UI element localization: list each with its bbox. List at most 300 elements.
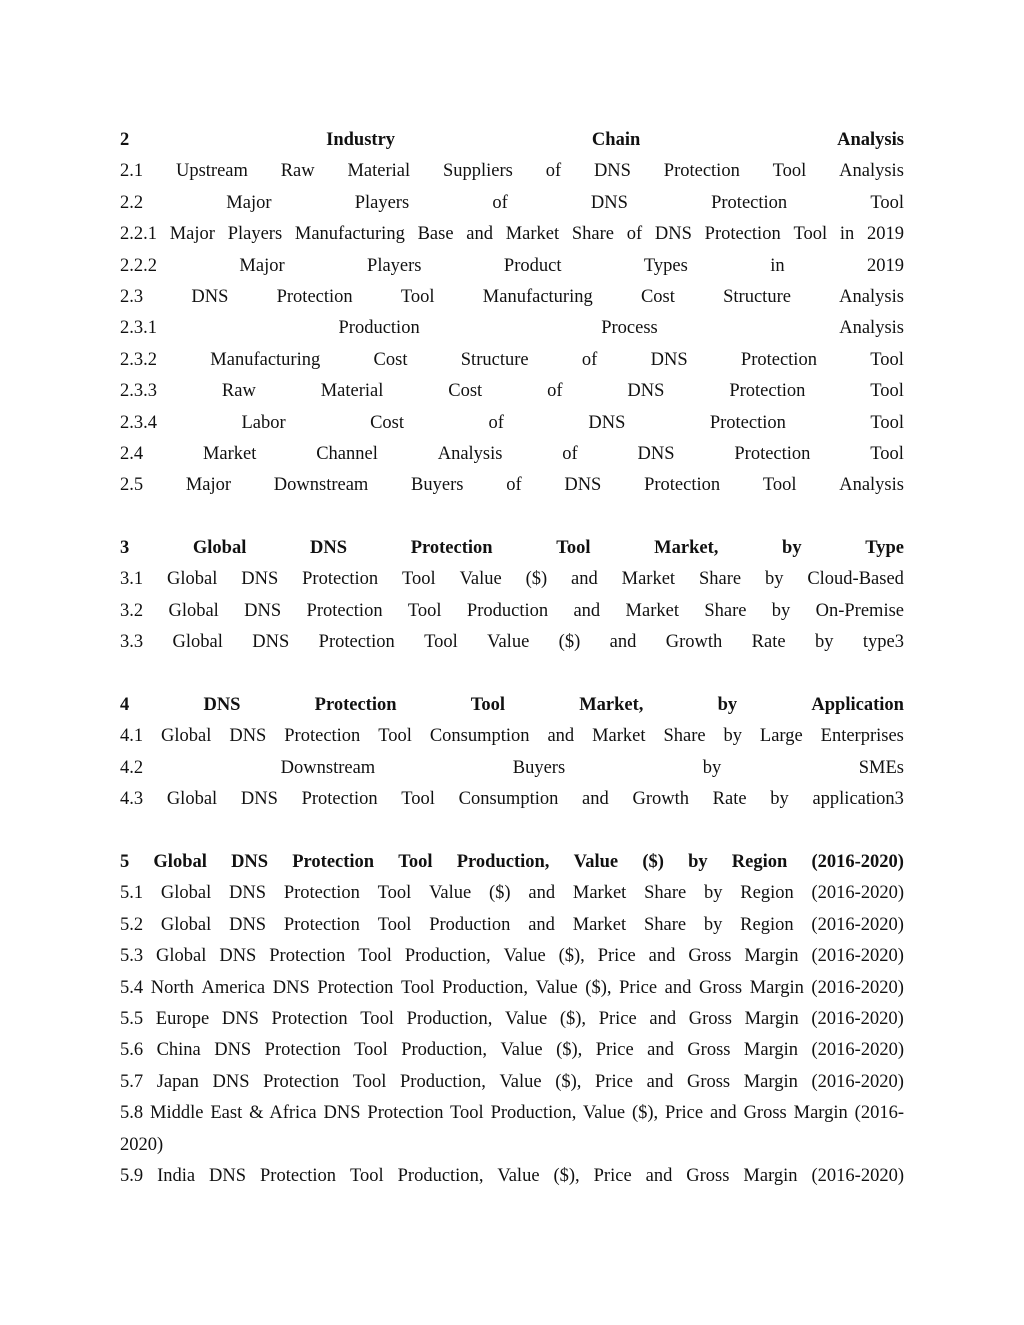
word: Protection — [271, 1008, 348, 1029]
word: Protection — [318, 632, 395, 653]
word: (2016-2020) — [811, 851, 904, 872]
word: ($) — [489, 883, 511, 904]
word: ($), — [585, 977, 612, 998]
word: Consumption — [458, 789, 559, 810]
word: DNS — [244, 600, 282, 621]
word: Protection — [704, 224, 781, 245]
word: Protection — [260, 1165, 337, 1186]
word: Type — [865, 538, 904, 559]
word: Global — [160, 883, 212, 904]
word: Margin — [749, 977, 804, 998]
word: DNS — [593, 161, 631, 182]
word: Labor — [241, 412, 286, 433]
word: DNS — [221, 1008, 259, 1029]
word: Tool — [870, 443, 904, 464]
section-gap — [120, 659, 904, 690]
word: (2016-2020) — [811, 977, 904, 998]
word: Share — [704, 600, 747, 621]
word: DNS — [209, 1165, 247, 1186]
word: (2016-2020) — [811, 1040, 904, 1061]
word: Analysis — [839, 286, 904, 307]
word: Players — [367, 255, 422, 276]
word: DNS — [588, 412, 626, 433]
word: 2.4 — [120, 443, 144, 464]
word: Enterprises — [820, 726, 904, 747]
word: Gross — [686, 1071, 731, 1092]
word: 3.3 — [120, 632, 144, 653]
word: Manufacturing — [294, 224, 405, 245]
word: North — [150, 977, 194, 998]
word: Analysis — [437, 443, 503, 464]
word: Protection — [740, 349, 817, 370]
word: Gross — [688, 1008, 732, 1029]
word: Value — [503, 946, 546, 967]
word: by — [688, 851, 708, 872]
toc-entry — [120, 439, 904, 470]
word: Product — [503, 255, 562, 276]
word: (2016-2020) — [811, 1071, 904, 1092]
word: Production, — [397, 1165, 484, 1186]
word: by — [814, 632, 834, 653]
word: Major — [169, 224, 215, 245]
word: ($) — [558, 632, 581, 653]
toc-entry — [120, 878, 904, 909]
word: Value — [573, 851, 619, 872]
word: Cost — [370, 412, 405, 433]
word: Gross — [688, 946, 732, 967]
word: Protection — [410, 538, 493, 559]
word: Price — [595, 1071, 634, 1092]
word: Production, — [442, 977, 528, 998]
word: Structure — [723, 286, 791, 307]
word: Production — [429, 914, 511, 935]
word: DNS — [310, 538, 348, 559]
word: Tool — [870, 381, 904, 402]
word: Tool — [762, 475, 797, 496]
word: Manufacturing — [210, 349, 321, 370]
word: DNS — [229, 914, 267, 935]
word: Global — [167, 569, 218, 590]
word: Value — [505, 1008, 548, 1029]
word: in — [839, 224, 855, 245]
word: Production, — [400, 1071, 486, 1092]
toc-entry — [120, 408, 904, 439]
word: 5.5 — [120, 1008, 144, 1029]
toc-entry — [120, 941, 904, 972]
word: 2.5 — [120, 475, 144, 496]
word: Protection — [734, 443, 811, 464]
word: Major — [226, 192, 272, 213]
word: Global — [156, 946, 207, 967]
word: 4 — [120, 695, 130, 716]
toc-entry — [120, 282, 904, 313]
word: Protection — [263, 1071, 340, 1092]
word: Production, — [456, 851, 550, 872]
word: Tool — [772, 161, 807, 182]
word: by — [771, 600, 791, 621]
word: Market, — [579, 695, 644, 716]
word: Tool — [870, 412, 904, 433]
word: Downstream — [280, 757, 376, 778]
word: Price — [593, 1165, 632, 1186]
word: (2016-2020) — [811, 1008, 904, 1029]
word: 2.3.3 — [120, 381, 157, 402]
word: Market — [572, 914, 627, 935]
word: Base — [417, 224, 454, 245]
word: Material — [320, 381, 384, 402]
word: ($), — [553, 1165, 580, 1186]
toc-entry — [120, 721, 904, 752]
word: Margin — [744, 946, 799, 967]
word: and — [528, 914, 555, 935]
word: DNS — [240, 789, 278, 810]
word: Growth — [665, 632, 723, 653]
word: Production, — [404, 946, 491, 967]
word: 5.9 — [120, 1165, 144, 1186]
word: and — [645, 1165, 673, 1186]
word: Cost — [448, 381, 483, 402]
word: India — [157, 1165, 196, 1186]
word: DNS — [252, 632, 290, 653]
word: Market — [202, 443, 257, 464]
word: Buyers — [411, 475, 464, 496]
word: by — [717, 695, 738, 716]
toc-entry — [120, 156, 904, 187]
word: Buyers — [512, 757, 566, 778]
word: Material — [347, 161, 411, 182]
word: 5.7 — [120, 1071, 144, 1092]
word: Protection — [306, 600, 383, 621]
word: Tool — [377, 883, 412, 904]
word: America — [201, 977, 266, 998]
word: by — [703, 914, 723, 935]
word: Tool — [398, 851, 433, 872]
word: DNS — [219, 946, 257, 967]
toc-entry — [120, 313, 904, 344]
word: Share — [571, 224, 615, 245]
word: Tool — [352, 1071, 387, 1092]
word: Tool — [378, 726, 412, 747]
word: and — [573, 600, 601, 621]
word: of — [562, 443, 578, 464]
word: 4.3 — [120, 789, 144, 810]
word: by — [702, 757, 722, 778]
word: in — [770, 255, 785, 276]
word: 2.3.4 — [120, 412, 157, 433]
word: Analysis — [839, 318, 904, 339]
word: Market — [592, 726, 646, 747]
section-gap — [120, 816, 904, 847]
word: Value — [500, 1040, 543, 1061]
word: of — [581, 349, 598, 370]
word: Price — [619, 977, 658, 998]
section-heading — [120, 847, 904, 878]
word: Tool — [556, 538, 591, 559]
word: (2016-2020) — [811, 946, 904, 967]
word: Market — [572, 883, 627, 904]
word: and — [647, 1040, 674, 1061]
word: Share — [698, 569, 742, 590]
word: Cost — [373, 349, 408, 370]
word: 2.2 — [120, 192, 144, 213]
word: Japan — [156, 1071, 199, 1092]
word: of — [547, 381, 563, 402]
word: 2.3.2 — [120, 349, 157, 370]
word: Gross — [698, 977, 743, 998]
word: Margin — [743, 1165, 798, 1186]
word: 5.6 — [120, 1040, 144, 1061]
word: Global — [161, 726, 212, 747]
word: Structure — [460, 349, 529, 370]
word: and — [547, 726, 575, 747]
word: Players — [227, 224, 283, 245]
word: Industry — [326, 130, 396, 150]
toc-entry — [120, 345, 904, 376]
toc-entry — [120, 596, 904, 627]
word: Margin — [744, 1008, 799, 1029]
toc-entry — [120, 564, 904, 595]
word: Value — [497, 1165, 540, 1186]
word: by — [764, 569, 784, 590]
word: application3 — [812, 789, 904, 810]
word: DNS — [191, 286, 229, 307]
word: Production, — [401, 1040, 488, 1061]
word: and — [582, 789, 609, 810]
word: Tool — [470, 695, 506, 716]
word: Tool — [870, 349, 904, 370]
word: Value — [499, 1071, 542, 1092]
word: Tool — [360, 1008, 394, 1029]
word: DNS — [564, 475, 602, 496]
word: 2 — [120, 130, 130, 150]
toc-entry — [120, 219, 904, 250]
word: Market — [505, 224, 560, 245]
word: Market — [625, 600, 679, 621]
word: and — [646, 1071, 674, 1092]
word: 5.2 — [120, 914, 144, 935]
word: of — [492, 192, 508, 213]
toc-entry — [120, 470, 904, 501]
word: Price — [595, 1040, 634, 1061]
word: Downstream — [273, 475, 369, 496]
word: DNS — [650, 349, 688, 370]
word: Upstream — [175, 161, 248, 182]
word: On-Premise — [815, 600, 904, 621]
word: Margin — [743, 1040, 799, 1061]
word: Analysis — [839, 161, 904, 182]
section-gap — [120, 502, 904, 533]
word: Share — [643, 914, 687, 935]
word: Global — [192, 538, 247, 559]
word: DNS — [241, 569, 279, 590]
word: 2.2.1 — [120, 224, 157, 245]
word: 3.2 — [120, 600, 144, 621]
word: Protection — [301, 789, 378, 810]
word: Protection — [314, 695, 397, 716]
word: Protection — [269, 946, 346, 967]
word: 2019 — [866, 224, 904, 245]
word: Tool — [358, 946, 392, 967]
word: Price — [598, 1008, 637, 1029]
word: Protection — [276, 286, 353, 307]
word: type3 — [862, 632, 904, 653]
word: DNS — [637, 443, 675, 464]
word: by — [704, 883, 723, 904]
word: 3.1 — [120, 569, 144, 590]
toc-entry — [120, 753, 904, 784]
word: Region — [731, 851, 788, 872]
word: Tool — [400, 977, 435, 998]
word: Protection — [302, 569, 379, 590]
word: DNS — [654, 224, 692, 245]
word: Tool — [354, 1040, 388, 1061]
word: 2.1 — [120, 161, 144, 182]
word: Manufacturing — [482, 286, 593, 307]
word: Analysis — [837, 130, 904, 150]
word: and — [571, 569, 598, 590]
word: Global — [153, 851, 207, 872]
word: (2016-2020) — [811, 883, 904, 904]
word: Protection — [709, 412, 786, 433]
word: 5.4 — [120, 977, 144, 998]
word: Market, — [654, 538, 719, 559]
word: Protection — [729, 381, 806, 402]
word: Production — [338, 318, 420, 339]
toc-entry — [120, 1035, 904, 1066]
toc-entry — [120, 1004, 904, 1035]
word: Raw — [221, 381, 256, 402]
word: and — [649, 1008, 677, 1029]
word: 5.1 — [120, 883, 144, 904]
word: Protection — [264, 1040, 341, 1061]
word: Value — [459, 569, 502, 590]
word: Protection — [292, 851, 375, 872]
word: Global — [168, 600, 219, 621]
word: of — [626, 224, 643, 245]
word: Global — [172, 632, 223, 653]
word: ($), — [558, 946, 585, 967]
word: Cloud-Based — [807, 569, 904, 590]
word: DNS — [229, 883, 267, 904]
word: Channel — [316, 443, 378, 464]
word: and — [648, 946, 676, 967]
word: Tool — [377, 914, 412, 935]
word: Players — [354, 192, 410, 213]
word: Value — [487, 632, 530, 653]
word: DNS — [203, 695, 241, 716]
word: Growth — [632, 789, 689, 810]
word: Chain — [591, 130, 641, 150]
word: ($) — [525, 569, 548, 590]
word: 5.3 — [120, 946, 144, 967]
word: ($), — [555, 1071, 582, 1092]
word: DNS — [214, 1040, 252, 1061]
word: Major — [239, 255, 285, 276]
word: Process — [601, 318, 658, 339]
toc-entry — [120, 376, 904, 407]
word: Tool — [870, 192, 904, 213]
word: Protection — [644, 475, 721, 496]
word: Tool — [401, 789, 435, 810]
word: Tool — [402, 569, 436, 590]
word: Tool — [400, 286, 435, 307]
word: Analysis — [839, 475, 904, 496]
word: 3 — [120, 538, 130, 559]
word: Market — [621, 569, 676, 590]
toc-entry — [120, 784, 904, 815]
word: Tool — [407, 600, 442, 621]
toc-entry — [120, 910, 904, 941]
word: by — [782, 538, 802, 559]
word: of — [488, 412, 504, 433]
word: DNS — [590, 192, 628, 213]
section-heading — [120, 533, 904, 564]
word: 2019 — [867, 255, 904, 276]
word: Europe — [155, 1008, 210, 1029]
word: and — [609, 632, 637, 653]
word: Gross — [687, 1040, 731, 1061]
word: Gross — [686, 1165, 730, 1186]
word: and — [664, 977, 692, 998]
word: Raw — [280, 161, 315, 182]
word: 2.2.2 — [120, 255, 157, 276]
word: and — [528, 883, 556, 904]
toc-entry — [120, 1067, 904, 1098]
toc-entry — [120, 627, 904, 658]
word: 2.3 — [120, 286, 144, 307]
word: Protection — [284, 726, 361, 747]
word: Share — [644, 883, 687, 904]
word: DNS — [627, 381, 665, 402]
word: Rate — [751, 632, 786, 653]
word: Tool — [350, 1165, 384, 1186]
document-page — [120, 125, 904, 1192]
word: SMEs — [858, 757, 904, 778]
word: Production — [466, 600, 549, 621]
word: 4.2 — [120, 757, 144, 778]
word: of — [545, 161, 562, 182]
section-heading — [120, 690, 904, 721]
word: Protection — [317, 977, 394, 998]
word: by — [723, 726, 742, 747]
word: Tool — [793, 224, 828, 245]
word: Protection — [283, 914, 360, 935]
word: Global — [166, 789, 218, 810]
word: Tool — [424, 632, 458, 653]
word: Value — [535, 977, 578, 998]
word: Price — [597, 946, 636, 967]
word: Region — [740, 883, 794, 904]
word: (2016-2020) — [811, 1165, 904, 1186]
word: ($), — [559, 1008, 587, 1029]
word: 5 — [120, 851, 130, 872]
word: of — [506, 475, 522, 496]
word: China — [156, 1040, 201, 1061]
word: by — [770, 789, 789, 810]
word: 4.1 — [120, 726, 144, 747]
word: Protection — [283, 883, 360, 904]
word: Types — [643, 255, 688, 276]
word: Margin — [743, 1071, 798, 1092]
word: 2.3.1 — [120, 318, 157, 339]
toc-entry — [120, 188, 904, 219]
word: and — [466, 224, 493, 245]
word: Share — [663, 726, 706, 747]
word: Rate — [712, 789, 747, 810]
word: Global — [160, 914, 212, 935]
word: Protection — [711, 192, 788, 213]
word: Region — [740, 914, 794, 935]
